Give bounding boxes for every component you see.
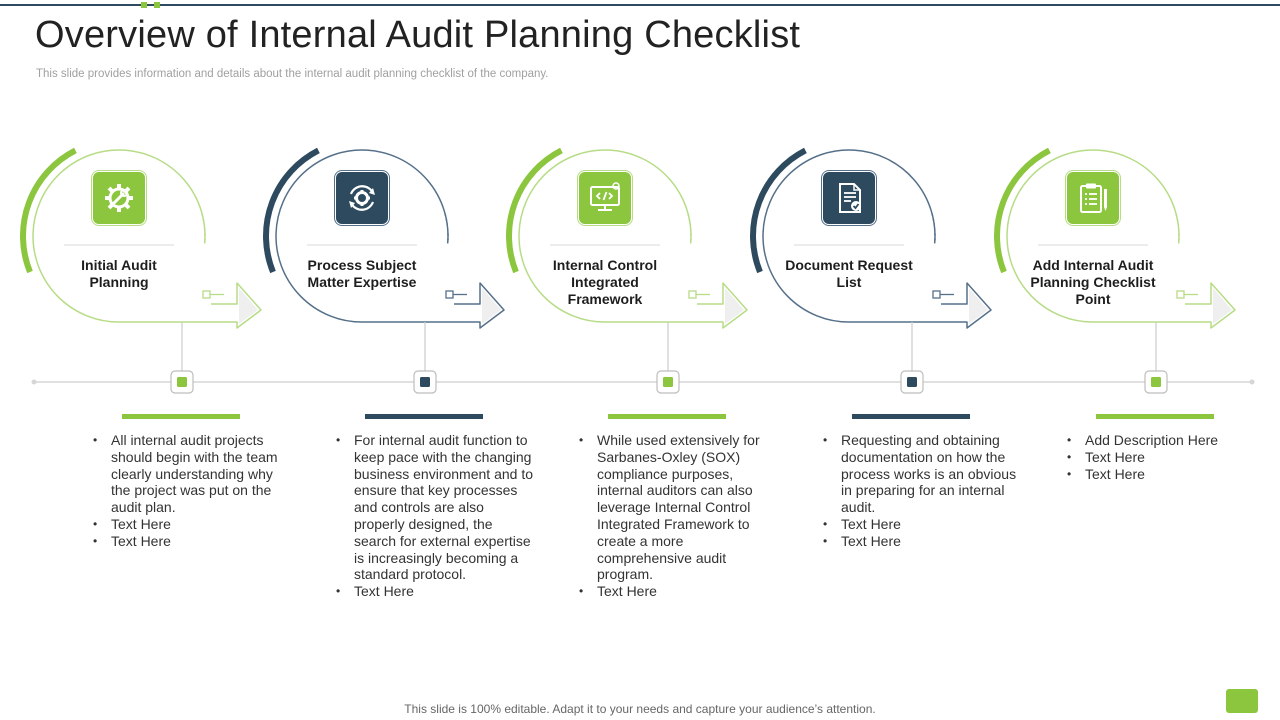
gear-cycle-icon <box>336 172 388 224</box>
accent-arc <box>753 150 805 271</box>
bullet-item: • Text Here <box>111 516 291 533</box>
timeline-marker-fill <box>177 377 187 387</box>
bullet-item: • Text Here <box>597 583 777 600</box>
bullet-item: • Add Description Here <box>1085 432 1265 449</box>
arrow-node <box>689 291 696 298</box>
timeline-marker-fill <box>907 377 917 387</box>
step-title: Add Internal Audit Planning Checklist Point <box>1030 257 1156 307</box>
code-monitor-icon <box>579 172 631 224</box>
step-description <box>334 432 534 600</box>
bullet-item: • Text Here <box>354 583 534 600</box>
step-title: Document Request List <box>785 257 913 290</box>
document-check-icon <box>823 172 875 224</box>
bullet-item: • Requesting and obtaining documentation on how the process works is an obvious in preparing for an internal audit. <box>841 432 1021 516</box>
accent-arc <box>509 150 561 271</box>
step-title: Initial Audit Planning <box>81 257 157 290</box>
page-subtitle: This slide provides information and details about the internal audit planning checklist of the company. <box>36 68 549 80</box>
arrow-node <box>446 291 453 298</box>
clipboard-pencil-icon <box>1067 172 1119 224</box>
bullet-item: • Text Here <box>1085 466 1265 483</box>
bullet-item: • Text Here <box>841 516 1021 533</box>
bullet-item: • All internal audit projects should begin with the team clearly understanding why the project was put on the audit plan. <box>111 432 291 516</box>
step-description <box>1065 432 1265 482</box>
bullet-item: • While used extensively for Sarbanes-Oxley (SOX) compliance purposes, internal auditors can also leverage Internal Control Integrated Framework to create a more comprehensive audit program. <box>597 432 777 583</box>
step-title: Process Subject Matter Expertise <box>307 257 417 290</box>
gear-wrench-icon <box>93 172 145 224</box>
timeline-marker-fill <box>663 377 673 387</box>
step-description <box>577 432 777 600</box>
bullet-item: • Text Here <box>111 533 291 550</box>
arrow-node <box>203 291 210 298</box>
bullet-item: • For internal audit function to keep pace with the changing business environment and to ensure that key processes and controls are also properly designed, the search for external expertise is increasingly becoming a standard protocol. <box>354 432 534 583</box>
accent-arc <box>997 150 1049 271</box>
timeline-marker-fill <box>1151 377 1161 387</box>
step-description <box>821 432 1021 550</box>
page-title: Overview of Internal Audit Planning Checklist <box>35 14 801 56</box>
footer-note: This slide is 100% editable. Adapt it to your needs and capture your audience’s attention. <box>404 702 876 716</box>
bullet-item: • Text Here <box>841 533 1021 550</box>
timeline-marker-fill <box>420 377 430 387</box>
corner-badge <box>1226 689 1258 713</box>
timeline-end-dot <box>1250 380 1255 385</box>
arrow-node <box>933 291 940 298</box>
step-description <box>91 432 291 550</box>
step-bar <box>365 414 483 419</box>
step-bar <box>1096 414 1214 419</box>
step-bar <box>852 414 970 419</box>
step-bar <box>608 414 726 419</box>
bullet-item: • Text Here <box>1085 449 1265 466</box>
step-title: Internal Control Integrated Framework <box>552 257 658 307</box>
arrow-node <box>1177 291 1184 298</box>
step-bar <box>122 414 240 419</box>
accent-arc <box>23 150 75 271</box>
timeline-start-dot <box>32 380 37 385</box>
accent-arc <box>266 150 318 271</box>
